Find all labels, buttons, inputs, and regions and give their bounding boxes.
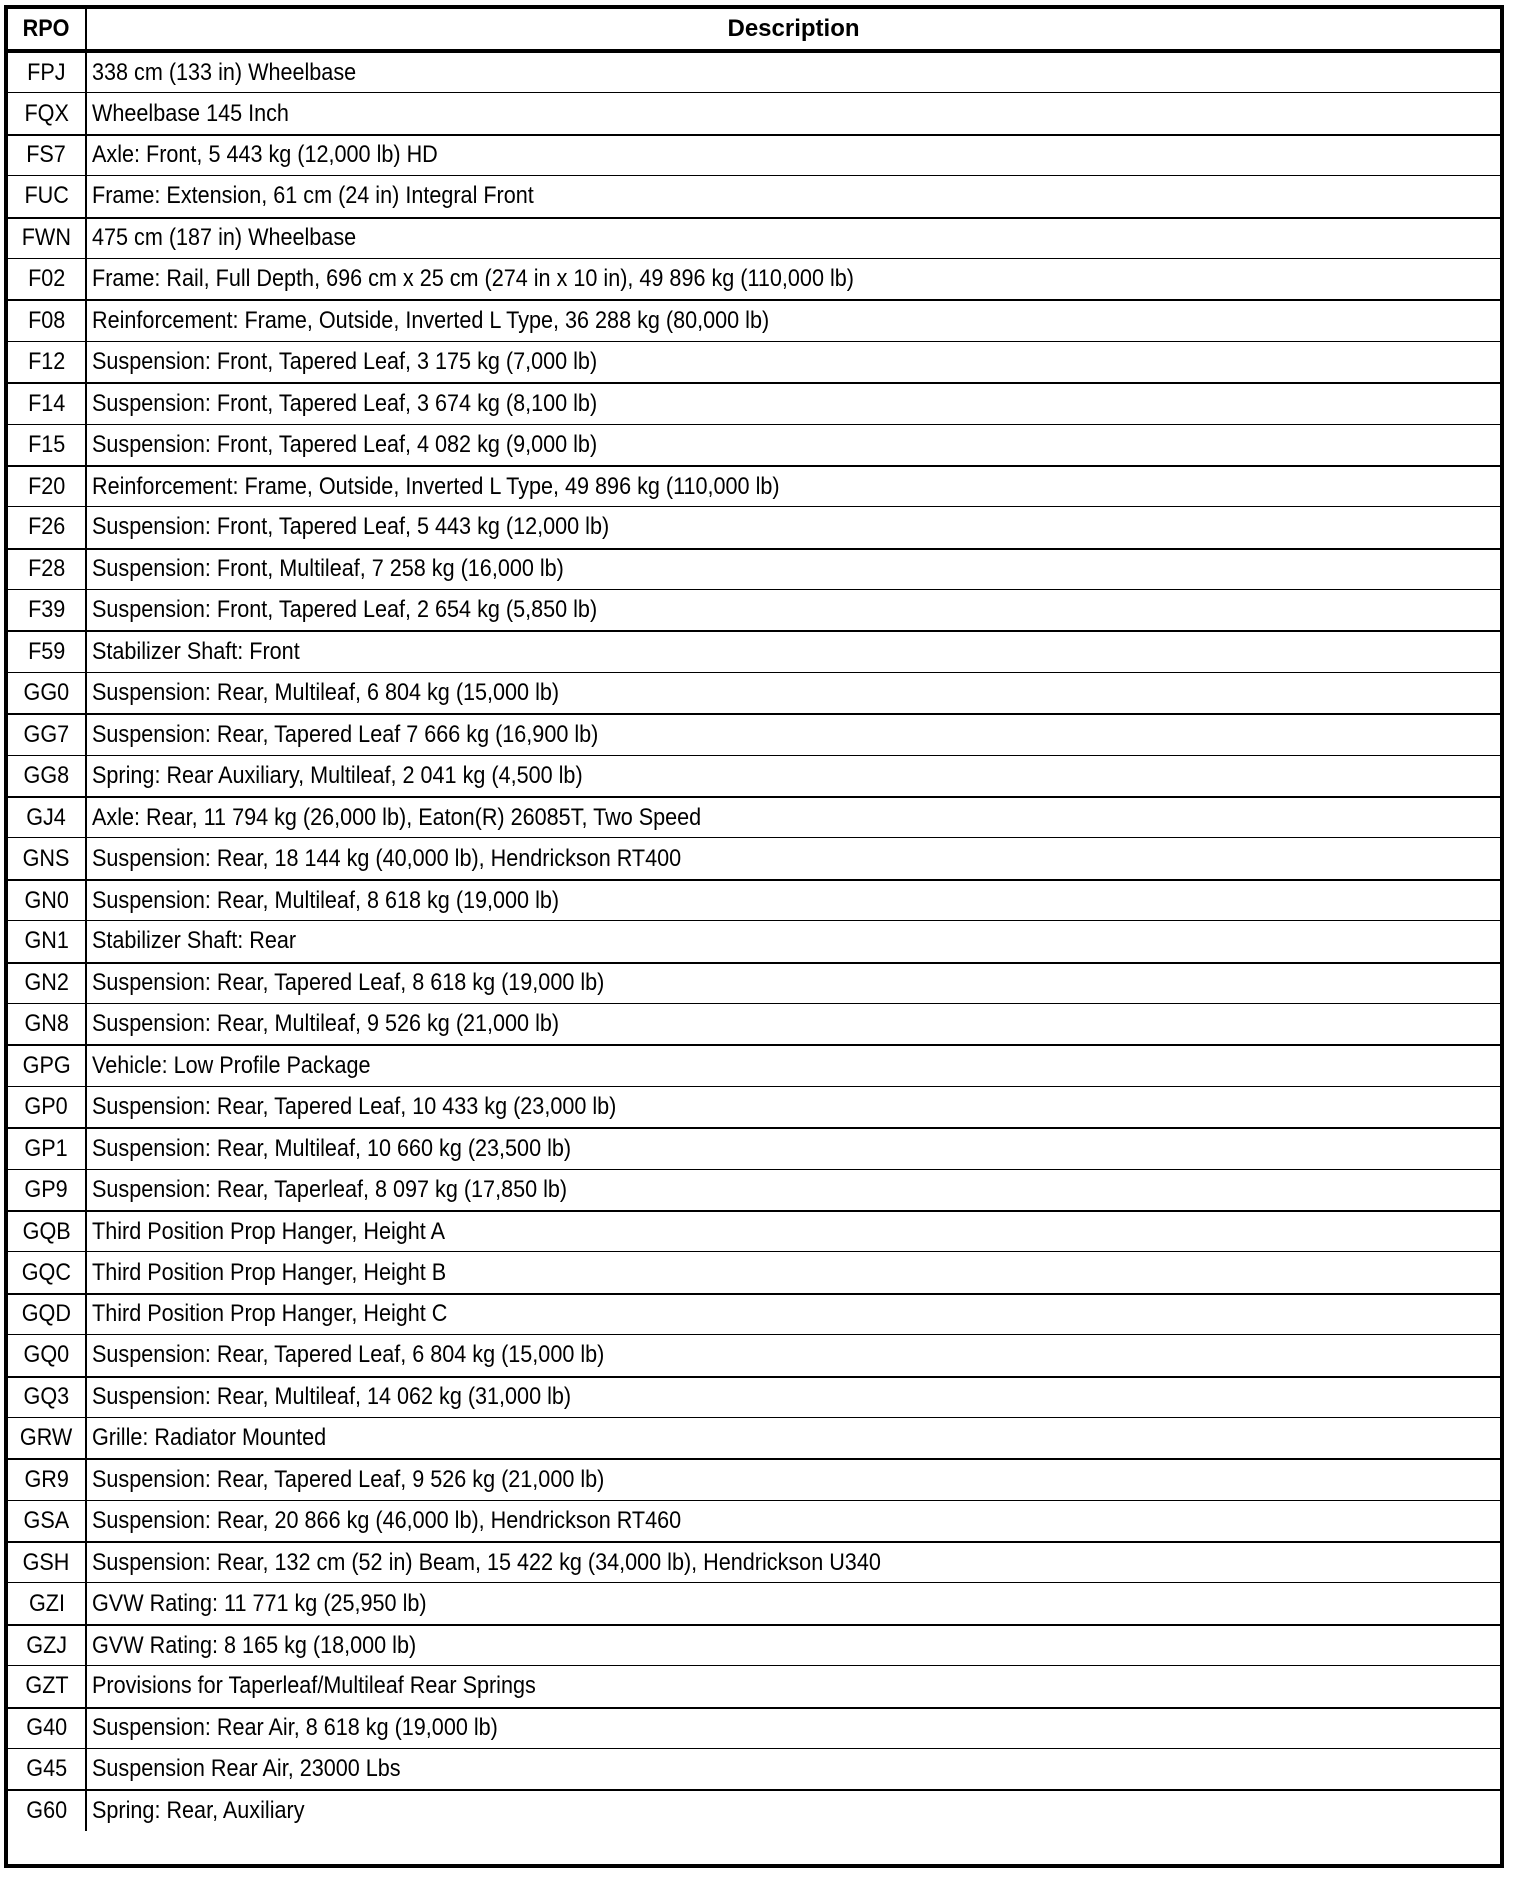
rpo-cell bbox=[8, 756, 87, 796]
description-cell bbox=[87, 1129, 1500, 1168]
description-text: Suspension: Front, Tapered Leaf, 3 175 kg (7,000 lb) bbox=[92, 347, 598, 375]
description-cell bbox=[87, 53, 1500, 92]
description-cell bbox=[87, 93, 1500, 133]
description-text: Vehicle: Low Profile Package bbox=[92, 1052, 371, 1080]
rpo-code: F15 bbox=[27, 430, 66, 458]
rpo-code: GG7 bbox=[23, 720, 70, 748]
description-cell bbox=[87, 259, 1500, 299]
description-cell bbox=[87, 467, 1500, 506]
description-cell bbox=[87, 673, 1500, 713]
description-cell bbox=[87, 756, 1500, 796]
table-row bbox=[8, 1417, 1500, 1458]
table-row bbox=[8, 92, 1500, 133]
rpo-cell bbox=[8, 1004, 87, 1044]
description-cell bbox=[87, 1501, 1500, 1541]
rpo-code: GN0 bbox=[24, 886, 69, 914]
rpo-code: FUC bbox=[24, 182, 69, 210]
description-text: Suspension: Front, Tapered Leaf, 4 082 kg (9,000 lb) bbox=[92, 430, 598, 458]
rpo-cell bbox=[8, 425, 87, 465]
description-text: Wheelbase 145 Inch bbox=[92, 99, 289, 127]
table-body bbox=[8, 51, 1500, 1831]
table-row bbox=[8, 506, 1500, 547]
description-text: Third Position Prop Hanger, Height B bbox=[92, 1258, 447, 1286]
rpo-code: GQC bbox=[21, 1258, 72, 1286]
description-cell bbox=[87, 838, 1500, 878]
description-text: Frame: Extension, 61 cm (24 in) Integral Front bbox=[92, 182, 534, 210]
description-text: 475 cm (187 in) Wheelbase bbox=[92, 224, 357, 252]
rpo-code: G60 bbox=[26, 1797, 67, 1825]
table-row bbox=[8, 134, 1500, 175]
description-text: Suspension: Rear, 18 144 kg (40,000 lb), Hendrickson RT400 bbox=[92, 844, 682, 872]
rpo-code: FQX bbox=[24, 99, 69, 127]
table-row bbox=[8, 1665, 1500, 1706]
rpo-cell bbox=[8, 1087, 87, 1127]
description-text: Suspension: Rear, Tapered Leaf, 9 526 kg (21,000 lb) bbox=[92, 1465, 605, 1493]
rpo-cell bbox=[8, 798, 87, 837]
description-text: Axle: Front, 5 443 kg (12,000 lb) HD bbox=[92, 141, 438, 169]
rpo-code: GN2 bbox=[24, 969, 69, 997]
rpo-cell bbox=[8, 1418, 87, 1458]
description-cell bbox=[87, 1295, 1500, 1334]
description-text: Suspension: Rear, Multileaf, 8 618 kg (19,000 lb) bbox=[92, 886, 560, 914]
description-text: Third Position Prop Hanger, Height A bbox=[92, 1217, 445, 1245]
rpo-code: GPG bbox=[22, 1052, 71, 1080]
table-row bbox=[8, 879, 1500, 920]
table-row bbox=[8, 589, 1500, 630]
description-text: Suspension: Rear, Multileaf, 9 526 kg (21,000 lb) bbox=[92, 1010, 560, 1038]
description-text: Provisions for Taperleaf/Multileaf Rear Springs bbox=[92, 1672, 536, 1700]
rpo-cell bbox=[8, 1666, 87, 1706]
rpo-cell bbox=[8, 1295, 87, 1334]
description-cell bbox=[87, 1626, 1500, 1665]
rpo-code: F59 bbox=[27, 638, 66, 666]
rpo-code: F39 bbox=[27, 596, 66, 624]
table-row bbox=[8, 962, 1500, 1003]
table-row bbox=[8, 1624, 1500, 1665]
rpo-code: GR9 bbox=[24, 1465, 69, 1493]
rpo-cell bbox=[8, 136, 87, 175]
description-text: Suspension: Rear, 132 cm (52 in) Beam, 15 422 kg (34,000 lb), Hendrickson U340 bbox=[92, 1548, 881, 1576]
table-row bbox=[8, 837, 1500, 878]
rpo-code: G45 bbox=[26, 1755, 67, 1783]
rpo-code: GN8 bbox=[24, 1010, 69, 1038]
rpo-cell bbox=[8, 176, 87, 216]
description-text: Suspension: Front, Tapered Leaf, 2 654 kg (5,850 lb) bbox=[92, 596, 598, 624]
description-text: Third Position Prop Hanger, Height C bbox=[92, 1300, 448, 1328]
rpo-cell bbox=[8, 1212, 87, 1251]
description-cell bbox=[87, 425, 1500, 465]
rpo-cell bbox=[8, 507, 87, 547]
table-row bbox=[8, 548, 1500, 589]
table-row bbox=[8, 630, 1500, 671]
description-text: GVW Rating: 8 165 kg (18,000 lb) bbox=[92, 1631, 417, 1659]
description-text: Reinforcement: Frame, Outside, Inverted L Type, 36 288 kg (80,000 lb) bbox=[92, 307, 770, 335]
rpo-cell bbox=[8, 1543, 87, 1582]
description-text: Suspension: Rear, Tapered Leaf, 8 618 kg (19,000 lb) bbox=[92, 969, 605, 997]
table-row bbox=[8, 341, 1500, 382]
rpo-cell bbox=[8, 342, 87, 382]
description-text: Suspension: Rear, Tapered Leaf, 10 433 kg (23,000 lb) bbox=[92, 1092, 617, 1120]
rpo-cell bbox=[8, 921, 87, 961]
description-text: Suspension Rear Air, 23000 Lbs bbox=[92, 1755, 401, 1783]
rpo-code: GZJ bbox=[26, 1631, 67, 1659]
description-cell bbox=[87, 1046, 1500, 1085]
table-row bbox=[8, 1458, 1500, 1499]
rpo-code: GQ0 bbox=[23, 1341, 70, 1369]
rpo-code: F02 bbox=[27, 265, 66, 293]
rpo-cell bbox=[8, 590, 87, 630]
table-row bbox=[8, 1003, 1500, 1044]
rpo-cell bbox=[8, 53, 87, 92]
rpo-code: F26 bbox=[27, 513, 66, 541]
rpo-cell bbox=[8, 1583, 87, 1623]
description-cell bbox=[87, 1791, 1500, 1830]
table-row bbox=[8, 1169, 1500, 1210]
description-cell bbox=[87, 590, 1500, 630]
rpo-code: GG0 bbox=[23, 679, 70, 707]
rpo-code: GN1 bbox=[24, 927, 69, 955]
header-rpo-label: RPO bbox=[23, 15, 70, 42]
description-text: Suspension: Rear, Multileaf, 6 804 kg (15,000 lb) bbox=[92, 679, 560, 707]
rpo-cell bbox=[8, 1335, 87, 1375]
description-cell bbox=[87, 1460, 1500, 1499]
description-cell bbox=[87, 1543, 1500, 1582]
description-text: Grille: Radiator Mounted bbox=[92, 1424, 327, 1452]
rpo-code: F28 bbox=[27, 555, 66, 583]
table-row bbox=[8, 1500, 1500, 1541]
description-text: Suspension: Rear Air, 8 618 kg (19,000 lb) bbox=[92, 1714, 498, 1742]
table-row bbox=[8, 713, 1500, 754]
table-row bbox=[8, 1541, 1500, 1582]
rpo-code: GZI bbox=[28, 1589, 65, 1617]
header-rpo bbox=[8, 9, 87, 49]
description-text: 338 cm (133 in) Wheelbase bbox=[92, 58, 357, 86]
table-row bbox=[8, 1748, 1500, 1789]
table-row bbox=[8, 796, 1500, 837]
rpo-cell bbox=[8, 1709, 87, 1748]
rpo-table bbox=[4, 5, 1504, 1868]
rpo-code: GP9 bbox=[24, 1175, 69, 1203]
rpo-code: F20 bbox=[27, 472, 66, 500]
table-row bbox=[8, 1582, 1500, 1623]
rpo-cell bbox=[8, 632, 87, 671]
description-cell bbox=[87, 1749, 1500, 1789]
rpo-code: FWN bbox=[21, 224, 72, 252]
description-text: Suspension: Rear, Multileaf, 14 062 kg (31,000 lb) bbox=[92, 1383, 572, 1411]
rpo-cell bbox=[8, 384, 87, 423]
description-cell bbox=[87, 1378, 1500, 1417]
table-row bbox=[8, 299, 1500, 340]
table-row bbox=[8, 175, 1500, 216]
description-cell bbox=[87, 136, 1500, 175]
description-text: Stabilizer Shaft: Rear bbox=[92, 927, 297, 955]
rpo-cell bbox=[8, 1046, 87, 1085]
description-cell bbox=[87, 964, 1500, 1003]
rpo-code: GQ3 bbox=[23, 1383, 70, 1411]
rpo-cell bbox=[8, 964, 87, 1003]
rpo-code: GP0 bbox=[24, 1092, 69, 1120]
table-row bbox=[8, 1086, 1500, 1127]
rpo-cell bbox=[8, 1129, 87, 1168]
description-text: Spring: Rear Auxiliary, Multileaf, 2 041 kg (4,500 lb) bbox=[92, 761, 583, 789]
description-text: Suspension: Rear, Taperleaf, 8 097 kg (17,850 lb) bbox=[92, 1175, 568, 1203]
description-text: Suspension: Rear, 20 866 kg (46,000 lb), Hendrickson RT460 bbox=[92, 1506, 682, 1534]
description-text: Stabilizer Shaft: Front bbox=[92, 638, 300, 666]
description-cell bbox=[87, 342, 1500, 382]
description-text: Suspension: Front, Tapered Leaf, 5 443 kg (12,000 lb) bbox=[92, 513, 610, 541]
table-row bbox=[8, 1127, 1500, 1168]
description-cell bbox=[87, 301, 1500, 340]
table-row bbox=[8, 258, 1500, 299]
rpo-cell bbox=[8, 219, 87, 258]
description-cell bbox=[87, 507, 1500, 547]
rpo-cell bbox=[8, 838, 87, 878]
description-cell bbox=[87, 921, 1500, 961]
table-row bbox=[8, 1789, 1500, 1830]
rpo-cell bbox=[8, 1460, 87, 1499]
table-header-row bbox=[8, 9, 1500, 51]
description-cell bbox=[87, 1418, 1500, 1458]
table-row bbox=[8, 1707, 1500, 1748]
description-text: GVW Rating: 11 771 kg (25,950 lb) bbox=[92, 1589, 427, 1617]
table-row bbox=[8, 920, 1500, 961]
description-cell bbox=[87, 1212, 1500, 1251]
rpo-code: GJ4 bbox=[26, 803, 67, 831]
rpo-cell bbox=[8, 301, 87, 340]
description-cell bbox=[87, 1335, 1500, 1375]
rpo-cell bbox=[8, 881, 87, 920]
table-row bbox=[8, 51, 1500, 92]
header-description-label: Description bbox=[727, 15, 860, 42]
table-row bbox=[8, 1376, 1500, 1417]
description-cell bbox=[87, 1709, 1500, 1748]
description-cell bbox=[87, 1087, 1500, 1127]
table-row bbox=[8, 217, 1500, 258]
rpo-cell bbox=[8, 715, 87, 754]
description-text: Suspension: Rear, Tapered Leaf 7 666 kg (16,900 lb) bbox=[92, 720, 599, 748]
description-cell bbox=[87, 1583, 1500, 1623]
description-cell bbox=[87, 550, 1500, 589]
rpo-code: GZT bbox=[24, 1672, 69, 1700]
table-row bbox=[8, 1293, 1500, 1334]
rpo-code: GNS bbox=[23, 844, 70, 872]
rpo-code: F14 bbox=[27, 389, 66, 417]
rpo-code: FPJ bbox=[27, 58, 66, 86]
description-cell bbox=[87, 798, 1500, 837]
rpo-cell bbox=[8, 1501, 87, 1541]
table-row bbox=[8, 1251, 1500, 1292]
rpo-code: GG8 bbox=[23, 761, 70, 789]
rpo-code: GSA bbox=[23, 1506, 70, 1534]
description-cell bbox=[87, 632, 1500, 671]
table-row bbox=[8, 672, 1500, 713]
table-row bbox=[8, 1334, 1500, 1375]
description-text: Suspension: Front, Tapered Leaf, 3 674 kg (8,100 lb) bbox=[92, 389, 598, 417]
table-row bbox=[8, 1044, 1500, 1085]
rpo-cell bbox=[8, 1252, 87, 1292]
header-description bbox=[87, 9, 1500, 49]
description-text: Suspension: Rear, Multileaf, 10 660 kg (23,500 lb) bbox=[92, 1134, 572, 1162]
description-cell bbox=[87, 1170, 1500, 1210]
rpo-cell bbox=[8, 1791, 87, 1830]
table-row bbox=[8, 1210, 1500, 1251]
table-row bbox=[8, 382, 1500, 423]
rpo-cell bbox=[8, 1749, 87, 1789]
rpo-cell bbox=[8, 550, 87, 589]
rpo-code: F08 bbox=[27, 307, 66, 335]
rpo-code: GQB bbox=[22, 1217, 71, 1245]
rpo-cell bbox=[8, 1378, 87, 1417]
description-text: Spring: Rear, Auxiliary bbox=[92, 1797, 305, 1825]
rpo-cell bbox=[8, 673, 87, 713]
description-cell bbox=[87, 219, 1500, 258]
rpo-code: FS7 bbox=[26, 141, 67, 169]
description-text: Frame: Rail, Full Depth, 696 cm x 25 cm (274 in x 10 in), 49 896 kg (110,000 lb) bbox=[92, 265, 854, 293]
description-cell bbox=[87, 715, 1500, 754]
rpo-code: GSH bbox=[23, 1548, 70, 1576]
description-cell bbox=[87, 1252, 1500, 1292]
description-cell bbox=[87, 384, 1500, 423]
rpo-cell bbox=[8, 259, 87, 299]
table-row bbox=[8, 755, 1500, 796]
description-text: Suspension: Front, Multileaf, 7 258 kg (16,000 lb) bbox=[92, 555, 564, 583]
table-row bbox=[8, 465, 1500, 506]
table-row bbox=[8, 424, 1500, 465]
description-text: Reinforcement: Frame, Outside, Inverted L Type, 49 896 kg (110,000 lb) bbox=[92, 472, 780, 500]
rpo-code: G40 bbox=[26, 1714, 67, 1742]
rpo-code: GP1 bbox=[24, 1134, 69, 1162]
rpo-cell bbox=[8, 1170, 87, 1210]
description-text: Suspension: Rear, Tapered Leaf, 6 804 kg (15,000 lb) bbox=[92, 1341, 605, 1369]
description-cell bbox=[87, 881, 1500, 920]
description-text: Axle: Rear, 11 794 kg (26,000 lb), Eaton(R) 26085T, Two Speed bbox=[92, 803, 702, 831]
rpo-cell bbox=[8, 93, 87, 133]
description-cell bbox=[87, 1004, 1500, 1044]
rpo-code: F12 bbox=[27, 347, 66, 375]
description-cell bbox=[87, 1666, 1500, 1706]
rpo-cell bbox=[8, 467, 87, 506]
description-cell bbox=[87, 176, 1500, 216]
rpo-cell bbox=[8, 1626, 87, 1665]
rpo-code: GRW bbox=[20, 1424, 73, 1452]
rpo-code: GQD bbox=[21, 1300, 72, 1328]
